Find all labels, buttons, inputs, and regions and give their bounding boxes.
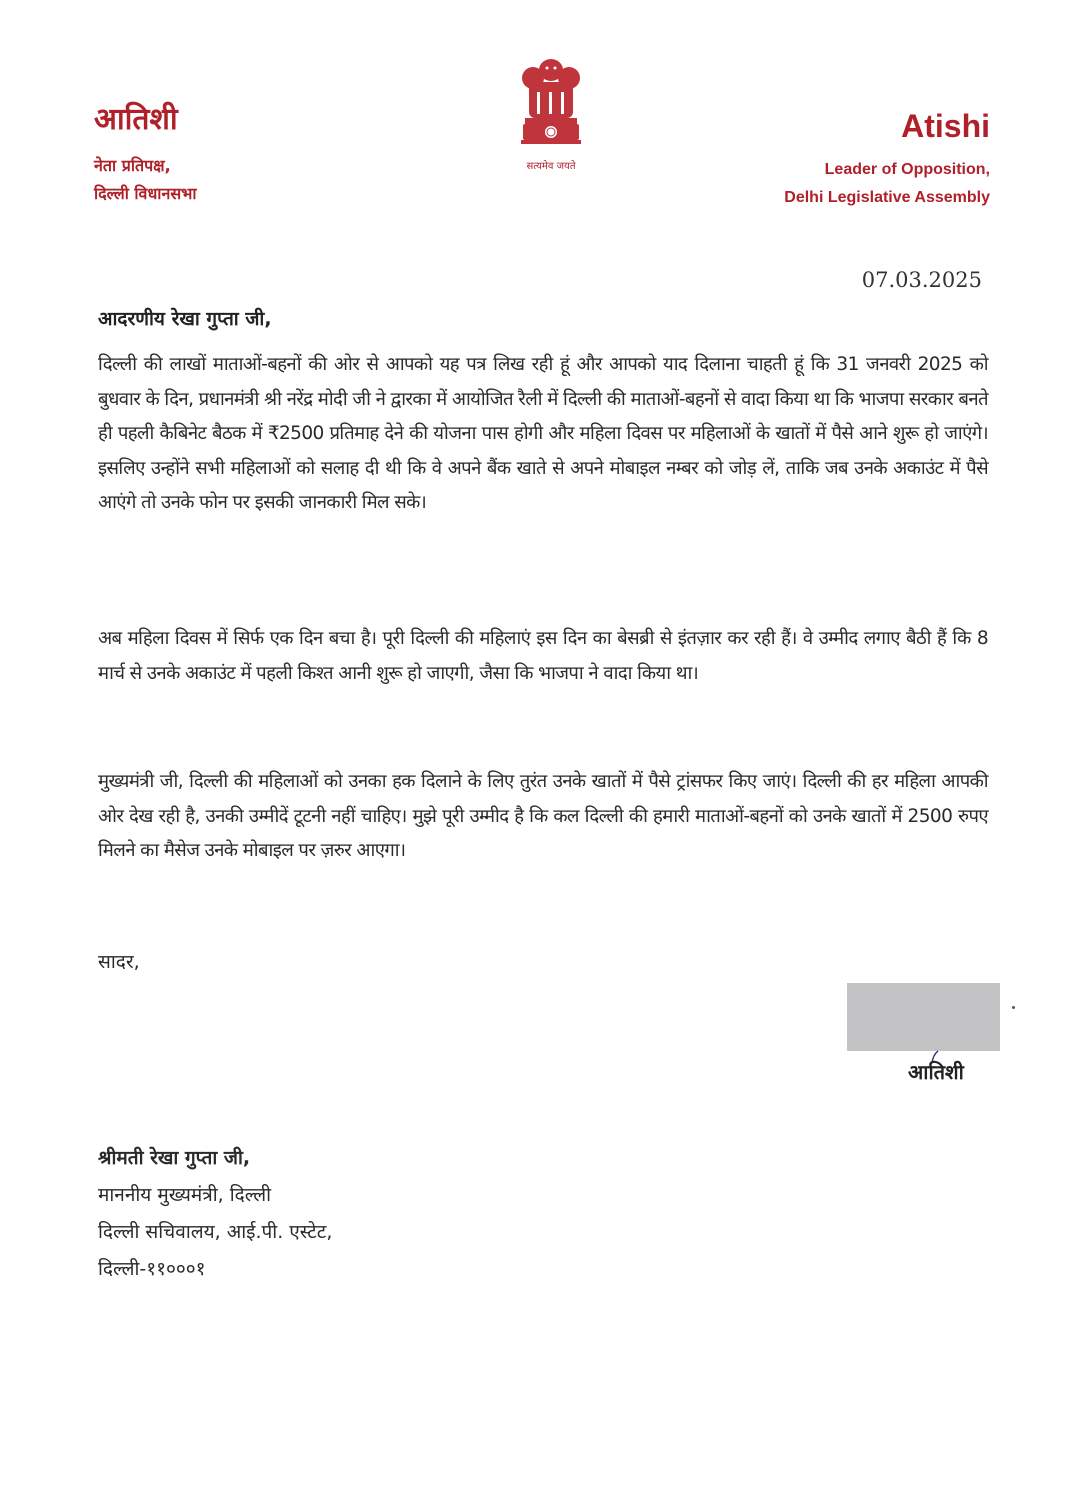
recipient-address — [98, 1140, 332, 1288]
closing: सादर, — [98, 951, 140, 973]
sender-name-hindi: आतिशी — [94, 102, 178, 137]
recipient-name: श्रीमती रेखा गुप्ता जी, — [98, 1147, 251, 1169]
body-paragraph-3: मुख्यमंत्री जी, दिल्ली की महिलाओं को उनका हक दिलाने के लिए तुरंत उनके खातों में पैसे ट्रांसफर किए जाएं। दिल्ली की हर महिला आपकी ओर देख रही है, उनकी उम्मीदें टूटनी नहीं चाहिए। मुझे पूरी उम्मीद है कि कल दिल्ली की हमारी माताओं-बहनों को उनके खातों में 2500 रुपए मिलने का मैसेज उनके मोबाइल पर ज़रुर आएगा। — [98, 771, 988, 861]
emblem-motto: सत्यमेव जयते — [526, 161, 576, 172]
signature-dot — [1012, 1006, 1015, 1009]
body-paragraph-2: अब महिला दिवस में सिर्फ एक दिन बचा है। पूरी दिल्ली की महिलाएं इस दिन का बेसब्री से इंतज़ार कर रही हैं। वे उम्मीद लगाए बैठी हैं कि 8 मार्च से उनके अकाउंट में पहली किश्त आनी शुरू हो जाएगी, जैसा कि भाजपा ने वादा किया था। — [98, 628, 988, 684]
salutation: आदरणीय रेखा गुप्ता जी, — [98, 308, 272, 330]
recipient-city: दिल्ली-११०००१ — [98, 1258, 206, 1280]
sender-assembly-english: Delhi Legislative Assembly — [784, 189, 990, 206]
sender-assembly-hindi: दिल्ली विधानसभा — [94, 184, 197, 203]
sender-designation-english: Leader of Opposition, — [824, 161, 990, 178]
letterhead-right — [784, 106, 990, 212]
sender-name-english: Atishi — [901, 108, 990, 144]
redacted-signature — [847, 983, 1000, 1051]
sender-title-english — [784, 156, 990, 212]
sender-title-hindi — [94, 152, 197, 208]
letterhead-emblem — [496, 52, 606, 172]
national-emblem-icon — [511, 52, 591, 156]
recipient-designation: माननीय मुख्यमंत्री, दिल्ली — [98, 1184, 272, 1206]
sender-designation-hindi: नेता प्रतिपक्ष, — [94, 156, 171, 175]
letterhead-left — [94, 100, 197, 208]
letter-date: 07.03.2025 — [861, 268, 982, 292]
body-paragraph-1: दिल्ली की लाखों माताओं-बहनों की ओर से आपको यह पत्र लिख रही हूं और आपको याद दिलाना चाहती हूं कि 31 जनवरी 2025 को बुधवार के दिन, प्रधानमंत्री श्री नरेंद्र मोदी जी ने द्वारका में आयोजित रैली में दिल्ली की माताओं-बहनों से वादा किया था कि भाजपा सरकार बनते ही पहली कैबिनेट बैठक में ₹2500 प्रतिमाह देने की योजना पास होगी और महिला दिवस पर महिलाओं के खातों में पैसे आने शुरू हो जाएंगे। इसलिए उन्होंने सभी महिलाओं को सलाह दी थी कि वे अपने बैंक खाते से अपने मोबाइल नम्बर को जोड़ लें, ताकि जब उनके अकाउंट में पैसे आएंगे तो उनके फोन पर इसकी जानकारी मिल सके। — [98, 354, 988, 513]
recipient-office: दिल्ली सचिवालय, आई.पी. एस्टेट, — [98, 1221, 333, 1243]
signatory-name: आतिशी — [908, 1060, 964, 1084]
